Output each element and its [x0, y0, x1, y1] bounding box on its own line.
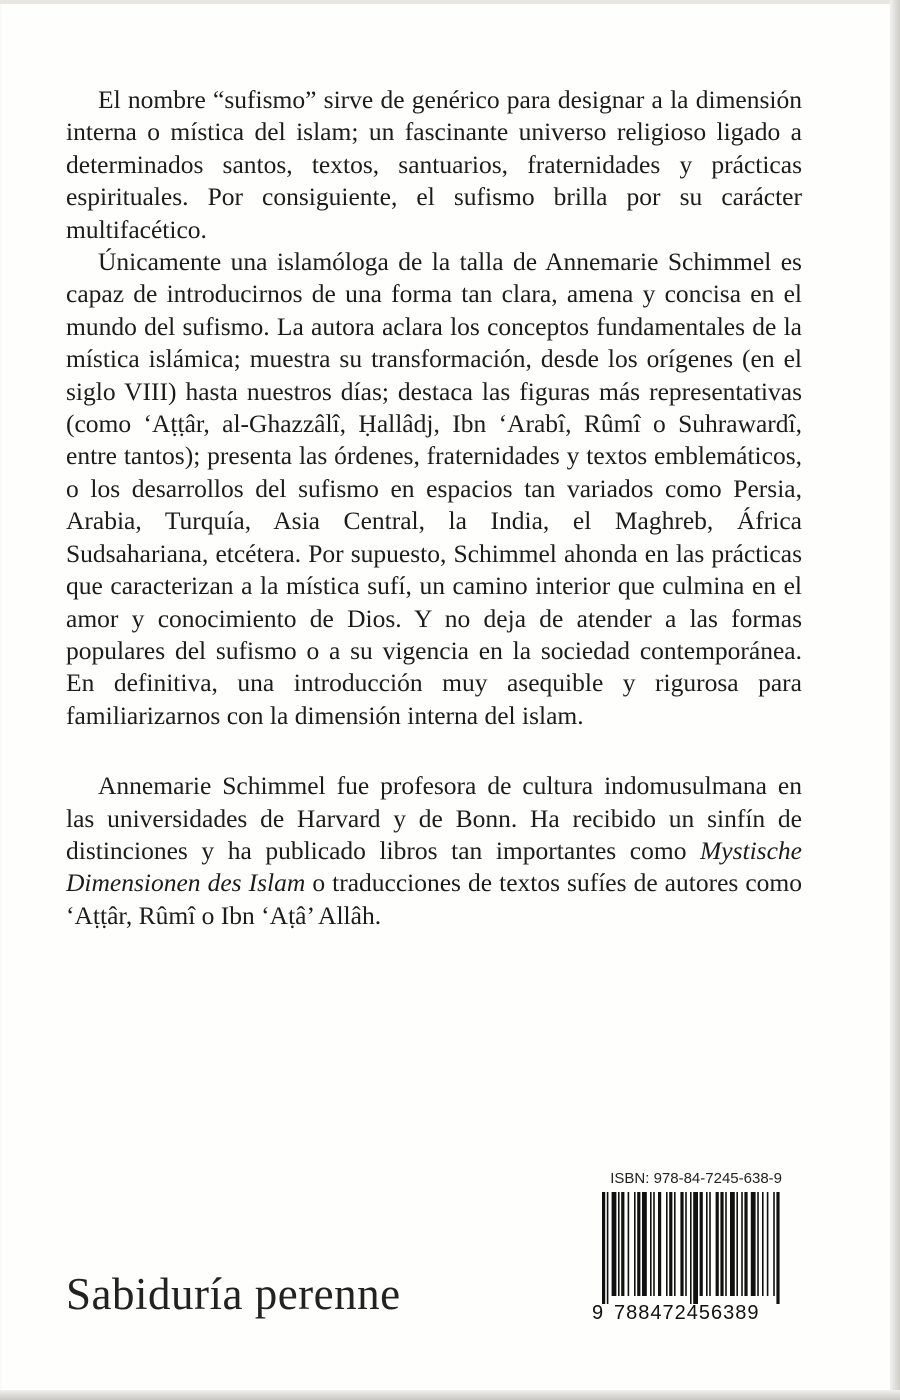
blurb-paragraph-1: El nombre “sufismo” sirve de genérico para designar a la dimensión interna o mística del islam; un fascinante universo religioso ligado a determinados santos, textos, santuarios, fraternidades y prácticas espirituales. Por consiguiente, el sufismo brilla por su carácter multifacético.	[66, 85, 802, 244]
isbn-label: ISBN: 978-84-7245-638-9	[610, 1170, 782, 1187]
barcode-bar	[658, 1192, 661, 1296]
barcode-first-digit: 9	[592, 1302, 605, 1324]
barcode-bar	[650, 1192, 652, 1296]
barcode-bar	[685, 1192, 687, 1296]
book-title: Mystische Dimensionen des Islam	[66, 835, 802, 898]
barcode-bar	[741, 1192, 743, 1296]
barcode-bar	[776, 1192, 779, 1304]
barcode-bar	[621, 1192, 624, 1296]
barcode-bar	[674, 1192, 676, 1296]
blurb-text	[66, 84, 802, 932]
barcode-bar	[602, 1192, 605, 1304]
barcode-bar	[720, 1192, 723, 1296]
series-name: Sabiduría perenne	[66, 1269, 401, 1319]
barcode-bar	[751, 1192, 756, 1296]
barcode-bar	[669, 1192, 672, 1296]
barcode-bar	[653, 1192, 655, 1296]
author-bio	[66, 770, 802, 932]
barcode-bar	[709, 1192, 711, 1296]
author-bio-intro: Annemarie Schimmel fue profesora de cultura indomusulmana en las universidades de Harvard y de Bonn. Ha recibido un sinfín de distinciones y ha publicado libros tan importantes como	[66, 771, 802, 865]
barcode-bar	[716, 1192, 719, 1296]
barcode-bar	[730, 1192, 735, 1296]
barcode-bar	[700, 1192, 703, 1296]
barcode-digit-string: 788472456389	[614, 1302, 760, 1324]
barcode-bar	[744, 1192, 747, 1296]
barcode-icon	[592, 1192, 788, 1304]
barcode-bar	[628, 1192, 630, 1296]
barcode-bar	[725, 1192, 727, 1296]
barcode-bar	[762, 1192, 764, 1296]
barcode-bar	[680, 1192, 683, 1296]
barcode-bar	[618, 1192, 620, 1296]
barcode-bar	[612, 1192, 617, 1296]
barcode-bar	[637, 1192, 640, 1296]
barcode-bar	[693, 1192, 698, 1304]
blurb-paragraph-2: Únicamente una islamóloga de la talla de Annemarie Schimmel es capaz de introducirnos de una forma tan clara, amena y concisa en el mundo del sufismo. La autora aclara los conceptos fundamentales de la mística islámica; muestra su transformación, desde los orígenes (en el siglo VIII) hasta nuestros días; destaca las figuras más representativas (como ‘Aṭṭâr, al-Ghazzâlî, Ḥallâdj, Ibn ‘Arabî, Rûmî o Suhrawardî, entre tantos); presenta las órdenes, fraternidades y textos emblemáticos, o los desarrollos del sufismo en espacios tan variados como Persia, Arabia, Turquía, Asia Central, la India, el Maghreb, África Sudsahariana, etcétera. Por supuesto, Schimmel ahonda en las prácticas que caracterizan a la mística sufí, un camino interior que culmina en el amor y conocimiento de Dios. Y no deja de atender a las formas populares del sufismo o a su vigencia en la sociedad contemporánea. En definitiva, una introducción muy asequible y rigurosa para familiarizarnos con la dimensión interna del islam.	[66, 247, 802, 730]
barcode-bar	[666, 1192, 668, 1296]
barcode-bar	[690, 1192, 692, 1304]
barcode-bar	[706, 1192, 708, 1296]
barcode-bar	[757, 1192, 759, 1296]
author-bio-outro: o traducciones de textos sufíes de autores como ‘Aṭṭâr, Rûmî o Ibn ‘Aṭâ’ Allâh.	[66, 868, 803, 930]
cover-top-edge	[0, 0, 900, 4]
isbn-barcode-block	[592, 1170, 788, 1324]
barcode-bar	[773, 1192, 775, 1296]
cover-bottom-edge	[0, 1390, 900, 1400]
cover-right-edge	[890, 0, 900, 1400]
barcode-bar	[767, 1192, 769, 1296]
barcode-bar	[634, 1192, 636, 1296]
barcode-bar	[736, 1192, 738, 1296]
barcode-bar	[642, 1192, 647, 1296]
barcode-bar	[607, 1192, 609, 1304]
